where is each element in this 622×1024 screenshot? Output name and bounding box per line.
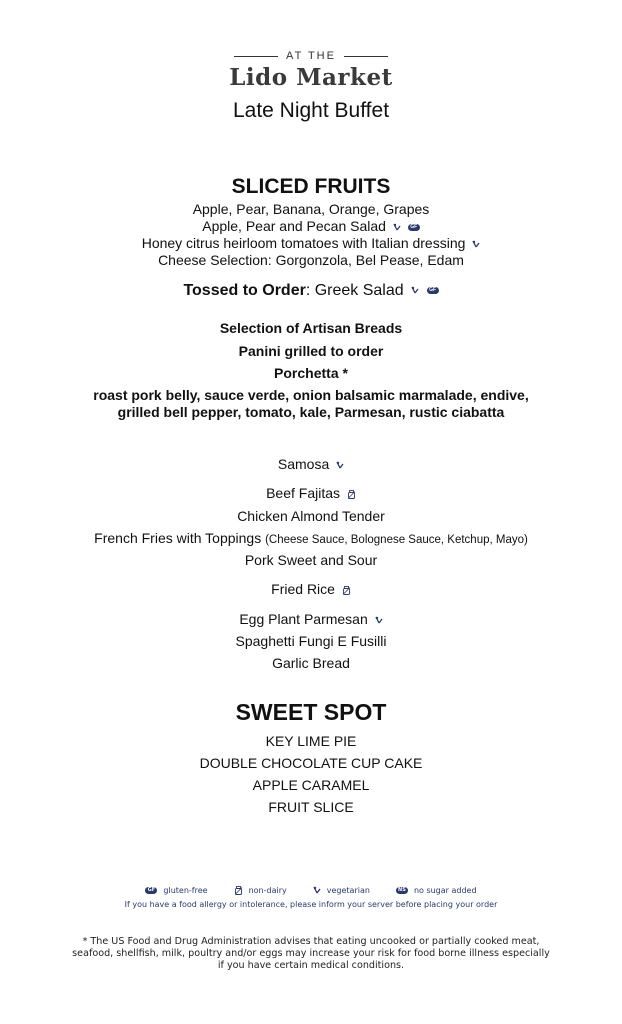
legend-non-dairy [234,886,287,895]
allergy-note: If you have a food allergy or intolerance, please inform your server before placing your order [124,900,498,909]
menu-item [0,530,622,549]
tossed-value: : Greek Salad [305,282,404,299]
menu-item [0,252,622,269]
menu-item [0,456,622,473]
vegetarian-icon [336,461,344,470]
porchetta-description: roast pork belly, sauce verde, onion balsamic marmalade, endive, [93,387,529,403]
dessert-item: APPLE CARAMEL [252,777,370,793]
menu-item: Selection of Artisan Breads [219,320,403,336]
menu-item-text: Beef Fajitas [266,485,341,501]
no-sugar-icon: NS [396,887,408,894]
porchetta-description: grilled bell pepper, tomato, kale, Parmesan, rustic ciabatta [117,404,505,420]
menu-item: Panini grilled to order [238,343,384,359]
menu-item-text: Apple, Pear, Banana, Orange, Grapes [192,201,430,217]
rule-left [234,56,278,57]
menu-item [0,201,622,218]
fda-disclaimer: * The US Food and Drug Administration advises that eating uncooked or partially cooked meat, seafood, shellfish, milk, poultry and/or eggs may increase your risk for food borne illness especially if you have certain medical conditions. [72,936,550,971]
tossed-to-order [0,282,622,300]
menu-item: Spaghetti Fungi E Fusilli [235,633,387,649]
dessert-item: FRUIT SLICE [268,799,354,815]
section-title-sliced-fruits: SLICED FRUITS [231,175,391,198]
section-title-sweet-spot: SWEET SPOT [235,699,387,725]
menu-item-text: Cheese Selection: Gorgonzola, Bel Pease, Edam [158,252,464,268]
vegetarian-icon [393,223,401,232]
legend-label: no sugar added [413,886,477,895]
menu-item: Chicken Almond Tender [237,508,385,524]
vegetarian-icon [313,886,321,895]
menu-item [0,485,622,502]
legend-label: gluten-free [163,886,208,895]
dessert-item: KEY LIME PIE [265,733,357,749]
non-dairy-icon [342,586,351,595]
menu-item: Garlic Bread [272,655,350,671]
menu-item [0,235,622,252]
menu-item: Porchetta * [274,365,348,381]
legend-vegetarian [313,886,370,895]
at-the-text: AT THE [286,50,336,62]
menu-item: Pork Sweet and Sour [244,552,378,568]
legend-label: vegetarian [326,886,370,895]
legend-gluten-free [145,886,207,895]
gluten-free-icon: GF [145,887,157,894]
legend-label: non-dairy [248,886,287,895]
dessert-item: DOUBLE CHOCOLATE CUP CAKE [199,755,423,771]
legend-no-sugar [396,886,477,895]
menu-item-text: Fried Rice [271,581,335,597]
gluten-free-icon: GF [427,287,439,294]
menu-item [0,581,622,598]
tossed-label: Tossed to Order [183,282,306,299]
rule-right [344,56,388,57]
vegetarian-icon [472,240,480,249]
non-dairy-icon [234,886,243,895]
menu-item-toppings: (Cheese Sauce, Bolognese Sauce, Ketchup, Mayo) [265,534,528,546]
non-dairy-icon [347,490,356,499]
dietary-legend [0,886,622,895]
gluten-free-icon: GF [408,224,420,231]
menu-item-text: Honey citrus heirloom tomatoes with Italian dressing [141,235,466,251]
menu-item-text: Samosa [277,456,330,472]
brand-logo: Lido Market [229,64,393,91]
menu-item [0,611,622,628]
vegetarian-icon [375,616,383,625]
menu-item-text: Egg Plant Parmesan [239,611,368,627]
at-the-label [0,50,622,62]
menu-item-text: Apple, Pear and Pecan Salad [202,218,386,234]
menu-item-text: French Fries with Toppings [94,530,262,546]
menu-item [0,218,622,235]
page-subtitle: Late Night Buffet [232,99,390,122]
vegetarian-icon [411,286,419,295]
